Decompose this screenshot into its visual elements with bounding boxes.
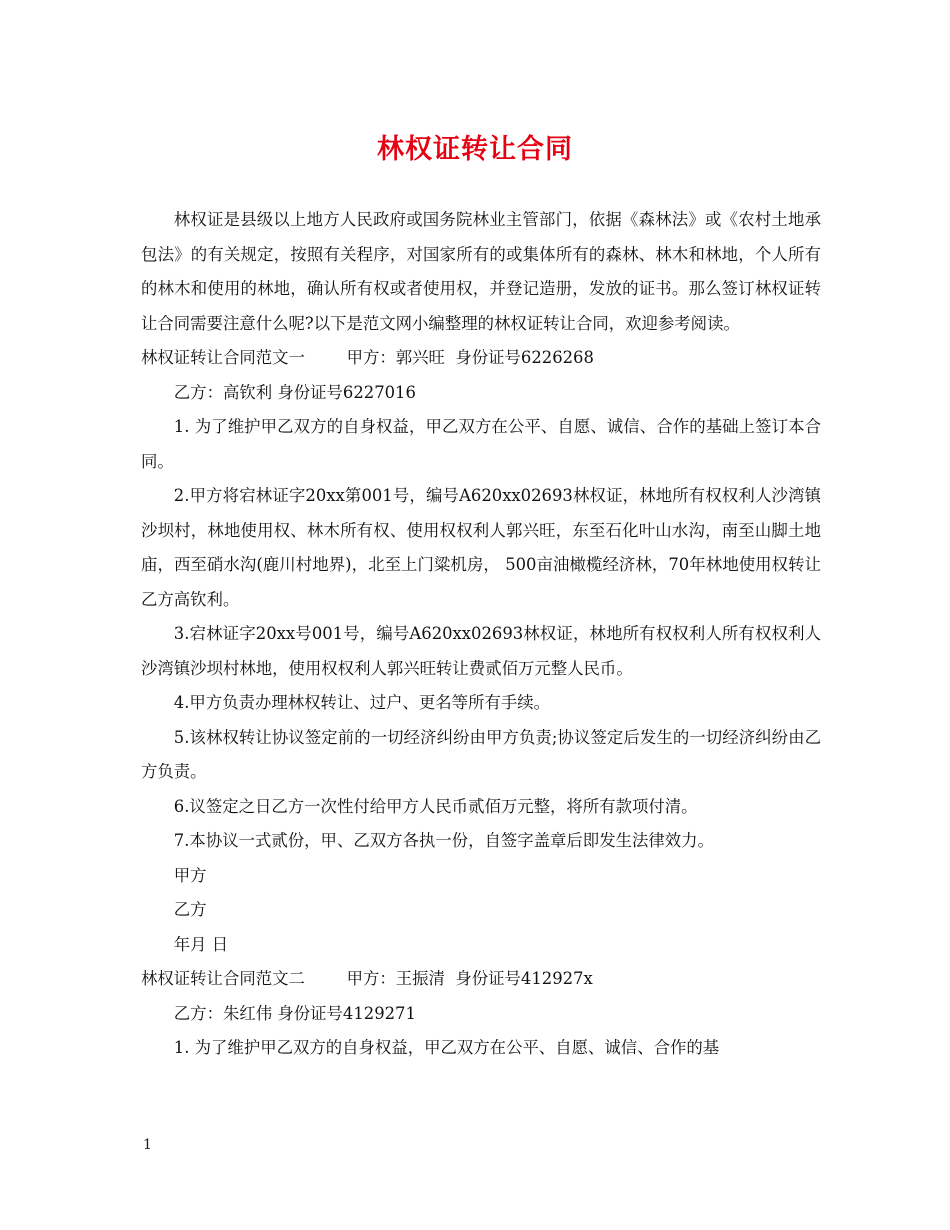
document-body bbox=[141, 203, 821, 1066]
sample-one-clause-4: 4.甲方负责办理林权转让、过户、更名等所有手续。 bbox=[173, 693, 551, 712]
sign-date: 年月 日 bbox=[173, 934, 229, 954]
sample-one-clause-5: 5.该林权转让协议签定前的一切经济纠纷由甲方负责;协议签定后发生的一切经济纠纷由乙方负责。 bbox=[141, 727, 821, 781]
sign-party-b: 乙方 bbox=[173, 900, 207, 919]
intro-paragraph: 林权证是县级以上地方人民政府或国务院林业主管部门，依据《森林法》或《农村土地承包法》的有关规定，按照有关程序，对国家所有的或集体所有的森林、林木和林地，个人所有的林木和使用的林地，确认所有权或者使用权，并登记造册，发放的证书。那么签订林权证转让合同需要注意什么呢?以下是范文网小编整理的林权证转让合同，欢迎参考阅读。 bbox=[141, 210, 821, 333]
sample-one-heading: 林权证转让合同范文一 bbox=[141, 348, 305, 367]
page-number: 1 bbox=[143, 1137, 152, 1153]
sample-two-party-a: 甲方：王振清 身份证号412927x bbox=[346, 969, 593, 988]
sample-two-heading-line bbox=[141, 962, 821, 997]
document-title: 林权证转让合同 bbox=[377, 134, 573, 165]
sample-one-clause-3: 3.宕林证字20xx号001号，编号A620xx02693林权证，林地所有权权利人所有权权利人沙湾镇沙坝村林地，使用权权利人郭兴旺转让费贰佰万元整人民币。 bbox=[141, 624, 821, 678]
sample-one-clause-6: 6.议签定之日乙方一次性付给甲方人民币贰佰万元整，将所有款项付清。 bbox=[173, 796, 698, 816]
sample-two-party-b: 乙方：朱红伟 身份证号4129271 bbox=[173, 1003, 416, 1023]
sample-two-clause-1: 1. 为了维护甲乙双方的自身权益，甲乙双方在公平、自愿、诚信、合作的基 bbox=[173, 1038, 720, 1057]
sample-one-clause-2: 2.甲方将宕林证字20xx第001号，编号A620xx02693林权证，林地所有权权利人沙湾镇沙坝村，林地使用权、林木所有权、使用权权利人郭兴旺，东至石化叶山水沟，南至山脚土地庙，西至硝水沟(鹿川村地界)，北至上门粱机房， 500亩油橄榄经济林，70年林地使用权转让乙方高钦利。 bbox=[141, 486, 821, 609]
sample-one-clause-1: 1. 为了维护甲乙双方的自身权益，甲乙双方在公平、自愿、诚信、合作的基础上签订本合同。 bbox=[141, 417, 821, 471]
sample-one-party-a: 甲方：郭兴旺 身份证号6226268 bbox=[346, 348, 594, 367]
sample-one-clause-7: 7.本协议一式贰份，甲、乙双方各执一份，自签字盖章后即发生法律效力。 bbox=[173, 831, 714, 850]
sample-two-heading: 林权证转让合同范文二 bbox=[141, 969, 305, 988]
sign-party-a: 甲方 bbox=[173, 865, 207, 885]
sample-one-heading-line bbox=[141, 341, 821, 376]
sample-one-party-b: 乙方：高钦利 身份证号6227016 bbox=[173, 382, 416, 402]
